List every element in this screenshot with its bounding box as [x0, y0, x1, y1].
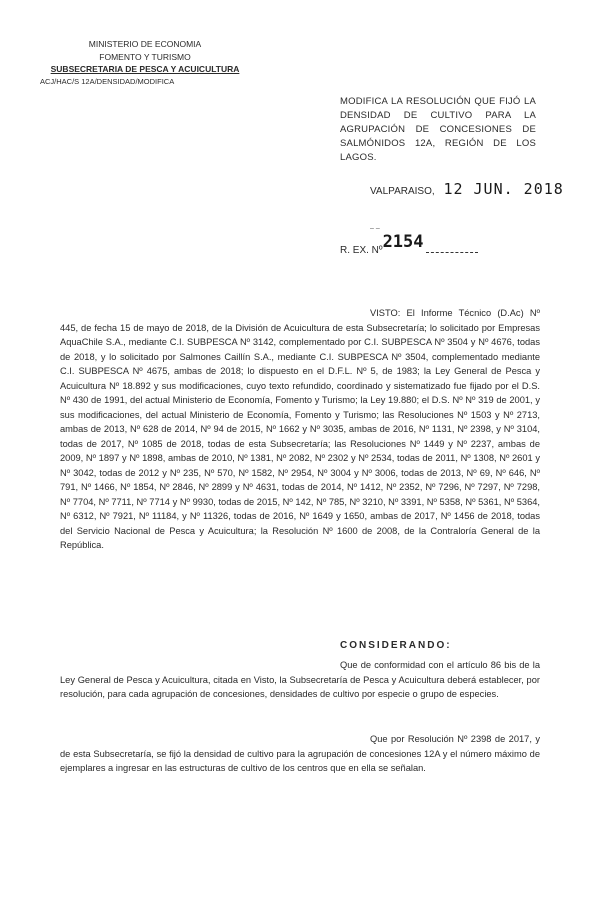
letterhead [40, 38, 250, 88]
rex-mark: – – [370, 225, 380, 232]
date-place: VALPARAISO, [370, 186, 435, 197]
ministry-name: MINISTERIO DE ECONOMIA [88, 39, 202, 49]
considerando-heading: CONSIDERANDO: [340, 640, 452, 651]
rex-label: R. EX. Nº [340, 245, 383, 256]
considerando-paragraph-2: Que por Resolución Nº 2398 de 2017, y de esta Subsecretaría, se fijó la densidad de cultivo para la agrupación de concesiones 12A y el número máximo de ejemplares a ingresar en las estructuras de cultivo de los centros que en ella se señalan. [60, 734, 540, 773]
date-line [370, 180, 564, 198]
considerando-paragraph-1: Que de conformidad con el artículo 86 bis de la Ley General de Pesca y Acuicultura, citada en Visto, la Subsecretaría de Pesca y Acuicultura deberá establecer, por resolución, para cada agrupación de concesiones, densidades de cultivo por especie o grupo de especies. [60, 660, 540, 699]
rex-blank-line [426, 252, 478, 253]
subsecretaria-name: SUBSECRETARIA DE PESCA Y ACUICULTURA [50, 64, 240, 74]
visto-paragraph: VISTO: El Informe Técnico (D.Ac) Nº 445, de fecha 15 de mayo de 2018, de la División de Acuicultura de esta Subsecretaría; lo solicitado por Empresas AquaChile S.A., mediante C.I. SUBPESCA Nº 3142, complementado por C.I. SUBPESCA Nº 3504 y Nº 4676, todas de 2018, y lo solicitado por Salmones Caillín S.A., mediante C.I. SUBPESCA Nº 3504, complementado mediante C.I. SUBPESCA Nº 4675, ambas de 2018; lo dispuesto en el D.F.L. Nº 5, de 1983; la Ley General de Pesca y Acuicultura Nº 18.892 y sus modificaciones, cuyo texto refundido, coordinado y sistematizado fue fijado por el D.S. Nº 430 de 1991, del actual Ministerio de Economía, Fomento y Turismo; la Ley 19.880; el D.S. Nº Nº 319 de 2001, y sus modificaciones, del actual Ministerio de Economía, Fomento y Turismo; las Resoluciones Nº 1503 y Nº 2713, ambas de 2013, Nº 628 de 2014, Nº 94 de 2015, Nº 1662 y Nº 3035, ambas de 2016, Nº 1131, Nº 2398, y Nº 3104, todas de 2017, Nº 1085 de 2018, todas de esta Subsecretaría; las Resoluciones Nº 1449 y Nº 2237, ambas de 2009, Nº 1897 y Nº 1898, ambas de 2010, Nº 1381, Nº 2082, Nº 2302 y Nº 2534, todas de 2011, Nº 1308, Nº 2601 y Nº 3042, todas de 2012 y Nº 235, Nº 570, Nº 1582, Nº 2954, Nº 3004 y Nº 3006, todas de 2013, Nº 69, Nº 646, Nº 791, Nº 1466, Nº 1854, Nº 2846, Nº 2899 y Nº 4631, todas de 2014, Nº 1412, Nº 2352, Nº 7296, Nº 7297, Nº 7298, Nº 7704, Nº 7711, Nº 7714 y Nº 9930, todas de 2015, Nº 142, Nº 785, Nº 3210, Nº 3391, Nº 5358, Nº 5361, Nº 5364, Nº 6312, Nº 7921, Nº 11184, y Nº 11326, todas de 2016, Nº 1649 y 1650, ambas de 2017, Nº 1456 de 2018, todas del Servicio Nacional de Pesca y Acuicultura; la Resolución Nº 1600 de 2008, de la Contraloría General de la República. [60, 308, 540, 550]
reference-code: ACJ/HAC/S 12A/DENSIDAD/MODIFICA [40, 76, 175, 86]
resolution-number-line [340, 232, 478, 258]
ministry-subtitle: FOMENTO Y TURISMO [99, 51, 191, 62]
date-stamp: 12 JUN. 2018 [443, 180, 564, 198]
rex-number: 2154 [382, 232, 424, 252]
resolution-subject: MODIFICA LA RESOLUCIÓN QUE FIJÓ LA DENSIDAD DE CULTIVO PARA LA AGRUPACIÓN DE CONCESIONES DE SALMÓNIDOS 12A, REGIÓN DE LOS LAGOS. [340, 96, 536, 163]
